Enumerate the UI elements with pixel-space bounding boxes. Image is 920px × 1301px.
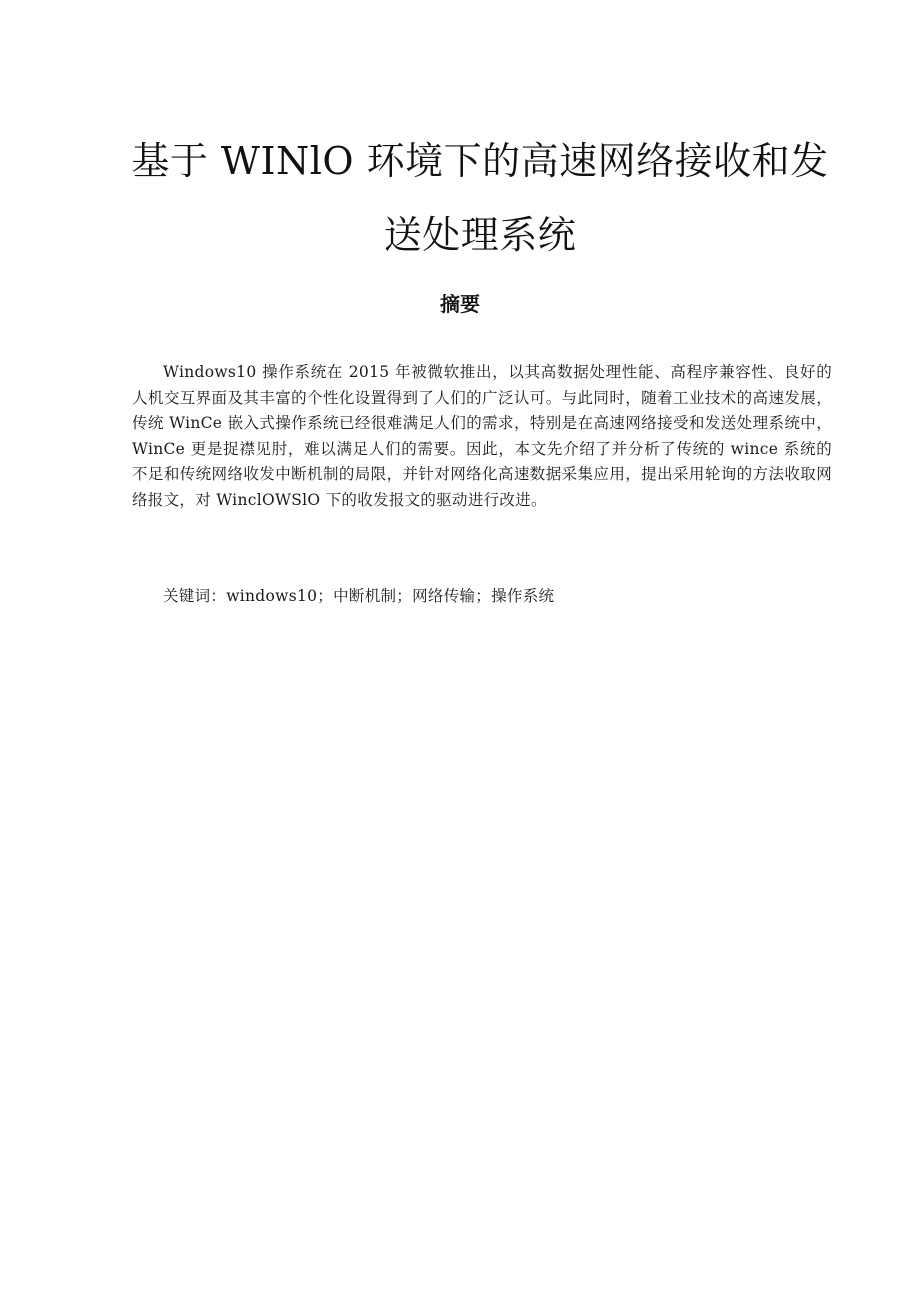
paper-title-line-1: 基于 WINlO 环境下的高速网络接收和发 [131,139,829,183]
abstract-heading: 摘要 [440,292,480,316]
abstract-body: Windows10 操作系统在 2015 年被微软推出，以其高数据处理性能、高程序兼容性、良好的人机交互界面及其丰富的个性化设置得到了人们的广泛认可。与此同时，随着工业技术的高速发展，传统 WinCe 嵌入式操作系统已经很难满足人们的需求，特别是在高速网络接受和发送处理系统中，WinCe 更是捉襟见肘，难以满足人们的需要。因此，本文先介绍了并分析了传统的 wince 系统的不足和传统网络收发中断机制的局限，并针对网络化高速数据采集应用，提出采用轮询的方法收取网络报文，对 WinclOWSlO 下的收发报文的驱动进行改进。 [132,363,832,509]
paper-title-line-2: 送处理系统 [383,213,577,257]
keywords-line: 关键词：windows10；中断机制；网络传输；操作系统 [163,587,555,605]
